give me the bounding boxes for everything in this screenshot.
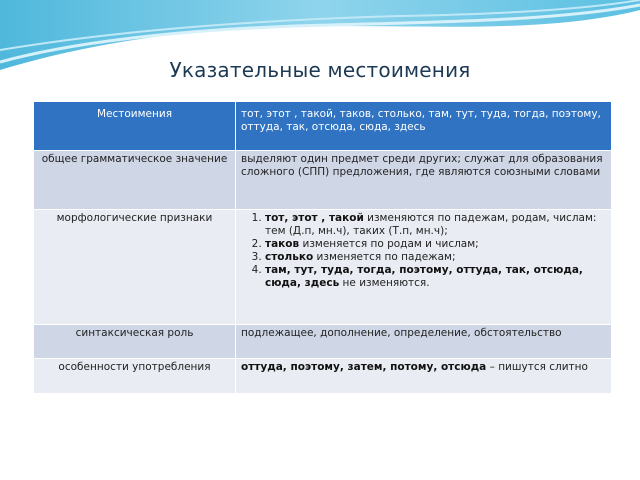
usage-value — [236, 359, 612, 394]
pronouns-table — [33, 101, 612, 394]
table-row-syntax — [34, 325, 612, 359]
morph-item — [265, 238, 606, 251]
morph-item — [265, 251, 606, 264]
morph-value — [236, 210, 612, 325]
meaning-value: выделяют один предмет среди других; служат для образования сложного (СПП) предложения, где являются союзными словами — [236, 151, 612, 210]
meaning-label: общее грамматическое значение — [34, 151, 236, 210]
usage-bold: оттуда, поэтому, затем, потому, отсюда — [241, 361, 487, 373]
morph-label: морфологические признаки — [34, 210, 236, 325]
morph-item-text: не изменяются. — [339, 277, 430, 289]
table-row-morphology — [34, 210, 612, 325]
syntax-label: синтаксическая роль — [34, 325, 236, 359]
morph-item-bold: там, тут, туда, тогда, поэтому, оттуда, так, отсюда, сюда, здесь — [265, 264, 583, 289]
morph-item-bold: столько — [265, 251, 314, 263]
usage-label: особенности употребления — [34, 359, 236, 394]
table-row-header — [34, 102, 612, 151]
morph-item-text: изменяется по родам и числам; — [299, 238, 479, 250]
page-title: Указательные местоимения — [169, 58, 471, 82]
usage-text: – пишутся слитно — [486, 361, 588, 373]
morph-item-bold: тот, этот , такой — [265, 212, 364, 224]
morph-item — [265, 212, 606, 238]
table-row-meaning — [34, 151, 612, 210]
morph-item — [265, 264, 606, 290]
morph-list — [241, 212, 606, 290]
syntax-value: подлежащее, дополнение, определение, обстоятельство — [236, 325, 612, 359]
morph-item-text: изменяются по падежам, родам, числам: тем (Д.п, мн.ч), таких (Т.п, мн.ч); — [265, 212, 597, 237]
table-row-usage — [34, 359, 612, 394]
morph-item-bold: таков — [265, 238, 300, 250]
header-label-cell: Местоимения — [34, 102, 236, 151]
morph-item-text: изменяется по падежам; — [313, 251, 456, 263]
header-value-cell: тот, этот , такой, таков, столько, там, тут, туда, тогда, поэтому, оттуда, так, отсюда, сюда, здесь — [236, 102, 612, 151]
